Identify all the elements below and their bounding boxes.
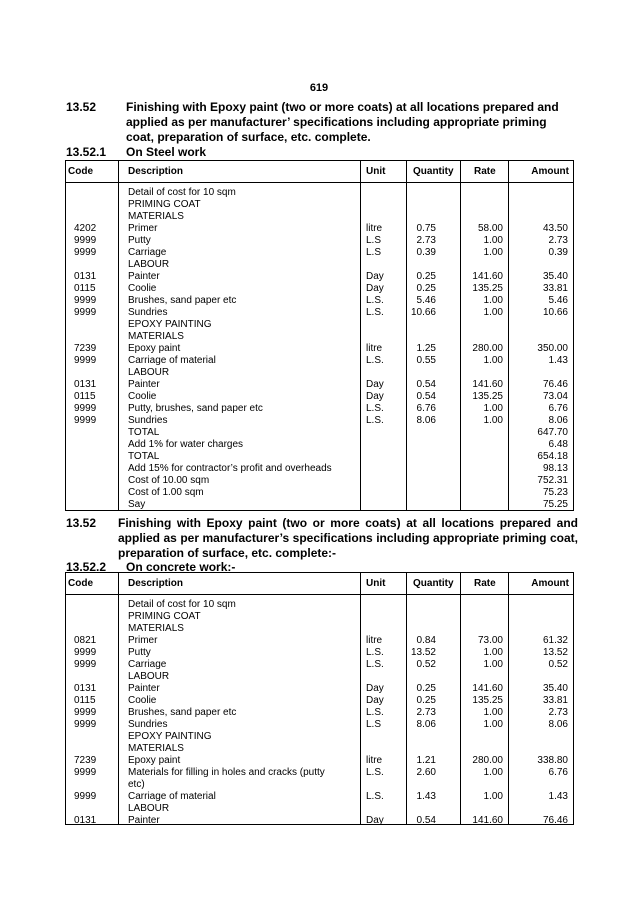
cell-code: 9999 (74, 403, 97, 414)
header-rate: Rate (474, 166, 496, 177)
cell-description: MATERIALS (128, 623, 184, 634)
cell-description: Carriage of material (128, 355, 216, 366)
cell-description: Painter (128, 271, 160, 282)
cell-unit: Day (366, 283, 384, 294)
table-row (66, 223, 573, 235)
table-row (66, 439, 573, 451)
cell-description: Carriage (128, 659, 167, 670)
cell-description: Brushes, sand paper etc (128, 707, 237, 718)
table-row (66, 295, 573, 307)
cell-amount: 61.32 (542, 635, 568, 646)
cell-amount: 0.39 (548, 247, 568, 258)
cell-rate: 1.00 (483, 235, 503, 246)
cell-description: etc) (128, 779, 145, 790)
table-row (66, 367, 573, 379)
cell-description: Coolie (128, 283, 157, 294)
cell-rate: 1.00 (483, 247, 503, 258)
cell-unit: Day (366, 695, 384, 706)
cell-rate: 1.00 (483, 791, 503, 802)
table-row (66, 647, 573, 659)
cell-unit: litre (366, 635, 383, 646)
cell-description: Primer (128, 635, 158, 646)
cell-amount: 76.46 (542, 815, 568, 826)
cell-unit: Day (366, 379, 384, 390)
table-row (66, 379, 573, 391)
cell-unit: L.S. (366, 403, 384, 414)
cell-code: 0131 (74, 683, 97, 694)
cell-amount: 75.25 (542, 499, 568, 510)
table-row (66, 187, 573, 199)
cell-description: Coolie (128, 695, 157, 706)
cell-code: 9999 (74, 235, 97, 246)
cell-code: 9999 (74, 719, 97, 730)
cell-rate: 141.60 (472, 815, 503, 826)
table-row (66, 355, 573, 367)
cell-code: 0115 (74, 283, 96, 294)
cell-quantity: 0.25 (416, 271, 436, 282)
cell-description: Cost of 10.00 sqm (128, 475, 210, 486)
header-rate: Rate (474, 578, 496, 589)
table-row (66, 427, 573, 439)
cell-code: 9999 (74, 647, 97, 658)
cell-description: LABOUR (128, 367, 170, 378)
cell-quantity: 10.66 (410, 307, 436, 318)
cell-description: Materials for filling in holes and cracks (putty (128, 767, 325, 778)
table-row (66, 283, 573, 295)
table-row (66, 271, 573, 283)
cell-description: Brushes, sand paper etc (128, 295, 237, 306)
table-row (66, 623, 573, 635)
cell-quantity: 0.84 (416, 635, 436, 646)
cell-rate: 1.00 (483, 355, 503, 366)
cell-amount: 10.66 (542, 307, 568, 318)
cell-amount: 33.81 (542, 695, 568, 706)
cell-description: Sundries (128, 719, 168, 730)
cell-amount: 2.73 (548, 707, 568, 718)
header-code: Code (68, 578, 93, 589)
cell-rate: 141.60 (472, 683, 503, 694)
section-heading-1 (66, 100, 576, 146)
cell-code: 4202 (74, 223, 97, 234)
cell-code: 7239 (74, 755, 97, 766)
table-row (66, 199, 573, 211)
table-row (66, 211, 573, 223)
section-title: Finishing with Epoxy paint (two or more coats) at all locations prepared and applied as per manufacturer’s specifications including appropriate priming coat, preparation of surface, etc. complete:- (118, 516, 578, 560)
cell-description: Painter (128, 683, 160, 694)
cell-code: 0131 (74, 815, 97, 826)
cell-amount: 8.06 (548, 415, 568, 426)
cell-unit: L.S. (366, 707, 384, 718)
cell-description: Detail of cost for 10 sqm (128, 599, 236, 610)
cell-description: MATERIALS (128, 211, 184, 222)
cell-quantity: 0.75 (416, 223, 436, 234)
table-row (66, 755, 573, 767)
cell-unit: L.S. (366, 355, 384, 366)
table-row (66, 791, 573, 803)
header-unit: Unit (366, 578, 386, 589)
subsection-number: 13.52.2 (66, 560, 107, 574)
cell-description: EPOXY PAINTING (128, 731, 212, 742)
cell-description: Add 15% for contractor’s profit and overheads (128, 463, 332, 474)
cell-quantity: 2.60 (416, 767, 436, 778)
cell-unit: L.S. (366, 659, 384, 670)
page-number: 619 (309, 82, 329, 94)
cell-rate: 1.00 (483, 403, 503, 414)
cell-code: 7239 (74, 343, 97, 354)
cell-description: Painter (128, 815, 160, 826)
cell-amount: 8.06 (548, 719, 568, 730)
cell-quantity: 0.52 (416, 659, 436, 670)
cell-description: Epoxy paint (128, 343, 181, 354)
cell-quantity: 13.52 (410, 647, 436, 658)
cell-amount: 75.23 (542, 487, 568, 498)
cell-description: Epoxy paint (128, 755, 181, 766)
cell-description: Sundries (128, 307, 168, 318)
table-row (66, 475, 573, 487)
cell-unit: Day (366, 683, 384, 694)
cell-unit: L.S. (366, 307, 384, 318)
cell-rate: 1.00 (483, 659, 503, 670)
table-row (66, 743, 573, 755)
cell-quantity: 0.55 (416, 355, 436, 366)
cell-quantity: 8.06 (416, 415, 436, 426)
table-row (66, 695, 573, 707)
header-quantity: Quantity (413, 578, 454, 589)
cell-rate: 135.25 (472, 695, 503, 706)
table-row (66, 767, 573, 779)
table-header (66, 161, 573, 183)
cell-amount: 35.40 (542, 683, 568, 694)
cell-quantity: 0.39 (416, 247, 436, 258)
table-row (66, 671, 573, 683)
table-row (66, 635, 573, 647)
table-row (66, 707, 573, 719)
cell-description: TOTAL (128, 427, 160, 438)
cell-description: PRIMING COAT (128, 611, 201, 622)
table-row (66, 235, 573, 247)
cell-quantity: 1.21 (416, 755, 436, 766)
subsection-number: 13.52.1 (66, 145, 107, 159)
cell-description: MATERIALS (128, 331, 184, 342)
cell-quantity: 0.25 (416, 283, 436, 294)
table-row (66, 451, 573, 463)
cell-description: LABOUR (128, 671, 170, 682)
cell-amount: 33.81 (542, 283, 568, 294)
cell-quantity: 0.54 (416, 815, 436, 826)
section-number: 13.52 (66, 516, 97, 530)
cell-description: TOTAL (128, 451, 160, 462)
cell-quantity: 0.54 (416, 379, 436, 390)
header-unit: Unit (366, 166, 386, 177)
cell-description: Putty, brushes, sand paper etc (128, 403, 263, 414)
cell-description: EPOXY PAINTING (128, 319, 212, 330)
cell-description: PRIMING COAT (128, 199, 201, 210)
cell-rate: 73.00 (477, 635, 503, 646)
cell-unit: L.S. (366, 415, 384, 426)
cell-amount: 350.00 (537, 343, 568, 354)
cell-unit: Day (366, 391, 384, 402)
cell-quantity: 1.25 (416, 343, 436, 354)
subsection-title: On concrete work:- (126, 560, 236, 574)
cell-code: 9999 (74, 355, 97, 366)
table-row (66, 803, 573, 815)
cell-code: 9999 (74, 707, 97, 718)
cell-rate: 1.00 (483, 295, 503, 306)
cell-unit: L.S (366, 235, 382, 246)
header-description: Description (128, 578, 184, 589)
cell-quantity: 0.25 (416, 683, 436, 694)
cell-description: Detail of cost for 10 sqm (128, 187, 236, 198)
cell-description: LABOUR (128, 259, 170, 270)
cell-rate: 1.00 (483, 647, 503, 658)
header-quantity: Quantity (413, 166, 454, 177)
cell-amount: 98.13 (542, 463, 568, 474)
cell-amount: 752.31 (537, 475, 568, 486)
table-row (66, 319, 573, 331)
table-row (66, 415, 573, 427)
cell-quantity: 8.06 (416, 719, 436, 730)
table-row (66, 499, 573, 511)
cell-code: 9999 (74, 295, 97, 306)
cell-amount: 1.43 (548, 355, 568, 366)
cell-quantity: 6.76 (416, 403, 436, 414)
table-row (66, 259, 573, 271)
table-row (66, 247, 573, 259)
cell-amount: 5.46 (548, 295, 568, 306)
cell-code: 0115 (74, 695, 96, 706)
cell-amount: 6.48 (548, 439, 568, 450)
cell-description: Primer (128, 223, 158, 234)
cell-amount: 2.73 (548, 235, 568, 246)
cell-rate: 1.00 (483, 707, 503, 718)
cell-description: LABOUR (128, 803, 170, 814)
cell-unit: L.S. (366, 295, 384, 306)
cell-amount: 73.04 (542, 391, 568, 402)
header-description: Description (128, 166, 184, 177)
header-amount: Amount (531, 166, 569, 177)
cell-amount: 13.52 (542, 647, 568, 658)
cell-amount: 338.80 (537, 755, 568, 766)
cell-code: 0115 (74, 391, 96, 402)
cell-description: Painter (128, 379, 160, 390)
cell-code: 9999 (74, 307, 97, 318)
table-row (66, 731, 573, 743)
cell-code: 9999 (74, 659, 97, 670)
cell-rate: 1.00 (483, 719, 503, 730)
cell-unit: L.S. (366, 647, 384, 658)
cell-amount: 35.40 (542, 271, 568, 282)
subsection-title: On Steel work (126, 145, 207, 159)
table-header (66, 573, 573, 595)
cell-code: 0131 (74, 379, 97, 390)
cell-code: 0821 (74, 635, 97, 646)
cell-description: Add 1% for water charges (128, 439, 244, 450)
cell-quantity: 0.54 (416, 391, 436, 402)
table-row (66, 307, 573, 319)
cell-rate: 1.00 (483, 307, 503, 318)
cell-code: 9999 (74, 791, 97, 802)
table-row (66, 719, 573, 731)
cell-quantity: 2.73 (416, 235, 436, 246)
section-number: 13.52 (66, 100, 97, 114)
header-code: Code (68, 166, 93, 177)
cell-quantity: 5.46 (416, 295, 436, 306)
table-row (66, 599, 573, 611)
cell-rate: 135.25 (472, 391, 503, 402)
cell-unit: Day (366, 815, 384, 826)
cell-rate: 135.25 (472, 283, 503, 294)
table-row (66, 343, 573, 355)
section-heading-2 (66, 516, 576, 562)
cell-unit: L.S. (366, 767, 384, 778)
cell-description: Cost of 1.00 sqm (128, 487, 204, 498)
cell-code: 9999 (74, 415, 97, 426)
cell-unit: litre (366, 755, 383, 766)
cell-amount: 6.76 (548, 767, 568, 778)
cell-unit: L.S (366, 719, 382, 730)
cell-rate: 58.00 (477, 223, 503, 234)
table-row (66, 815, 573, 827)
cell-description: Say (128, 499, 146, 510)
cell-amount: 43.50 (542, 223, 568, 234)
cell-unit: L.S (366, 247, 382, 258)
table-row (66, 683, 573, 695)
section-title: Finishing with Epoxy paint (two or more coats) at all locations prepared and applied as per manufacturer’ specifications including appropriate priming coat, preparation of surface, etc. complete. (126, 100, 559, 144)
cell-unit: litre (366, 223, 383, 234)
cell-description: MATERIALS (128, 743, 184, 754)
cell-code: 9999 (74, 767, 97, 778)
table-row (66, 463, 573, 475)
cell-description: Carriage of material (128, 791, 216, 802)
cell-rate: 141.60 (472, 271, 503, 282)
cell-description: Coolie (128, 391, 157, 402)
cost-table-concrete (65, 572, 574, 825)
table-row (66, 403, 573, 415)
cell-quantity: 1.43 (416, 791, 436, 802)
cell-code: 0131 (74, 271, 97, 282)
cell-amount: 654.18 (537, 451, 568, 462)
cell-code: 9999 (74, 247, 97, 258)
cell-description: Putty (128, 235, 151, 246)
cell-rate: 280.00 (472, 343, 503, 354)
cell-amount: 76.46 (542, 379, 568, 390)
header-amount: Amount (531, 578, 569, 589)
cell-rate: 1.00 (483, 767, 503, 778)
cell-amount: 0.52 (548, 659, 568, 670)
cell-rate: 1.00 (483, 415, 503, 426)
table-row (66, 611, 573, 623)
cell-amount: 1.43 (548, 791, 568, 802)
table-row (66, 659, 573, 671)
cell-amount: 6.76 (548, 403, 568, 414)
cell-description: Carriage (128, 247, 167, 258)
cell-description: Sundries (128, 415, 168, 426)
cell-amount: 647.70 (537, 427, 568, 438)
cell-unit: Day (366, 271, 384, 282)
cell-rate: 141.60 (472, 379, 503, 390)
cell-quantity: 0.25 (416, 695, 436, 706)
cell-rate: 280.00 (472, 755, 503, 766)
table-row (66, 331, 573, 343)
cell-unit: litre (366, 343, 383, 354)
table-row (66, 391, 573, 403)
table-row (66, 779, 573, 791)
table-row (66, 487, 573, 499)
cell-description: Putty (128, 647, 151, 658)
cost-table-steel (65, 160, 574, 511)
cell-unit: L.S. (366, 791, 384, 802)
cell-quantity: 2.73 (416, 707, 436, 718)
